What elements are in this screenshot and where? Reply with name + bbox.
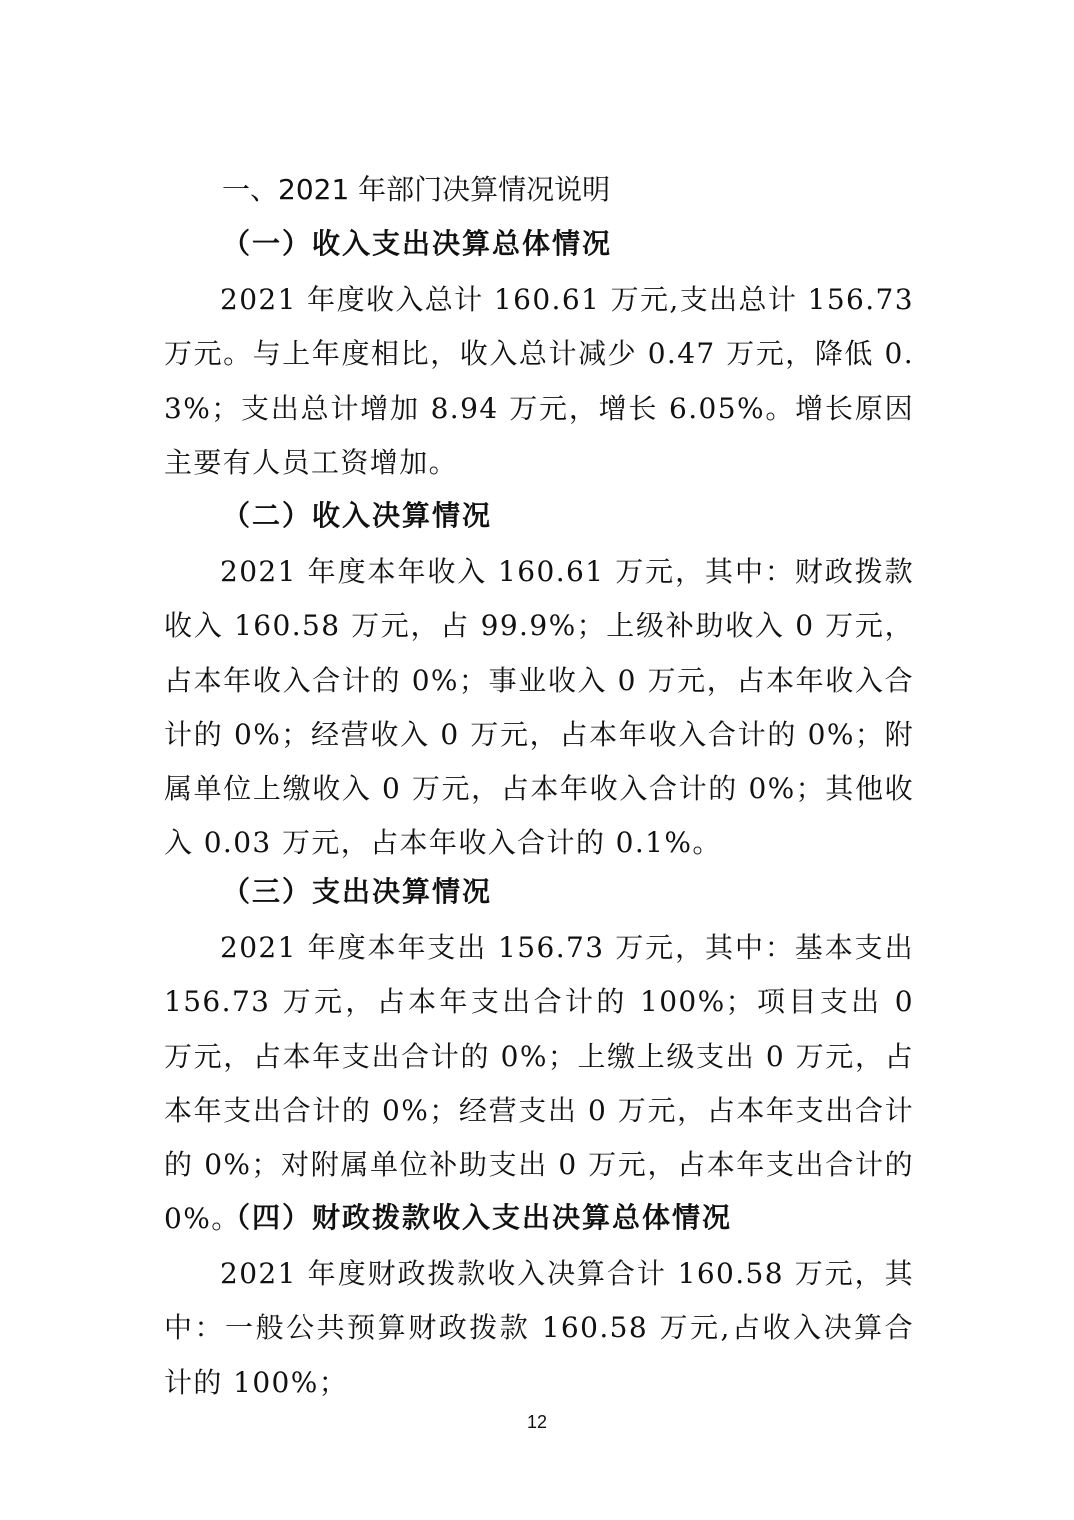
subsection-heading-4: （四）财政拨款收入支出决算总体情况: [222, 1201, 733, 1234]
subsection-paragraph-1: 2021 年度收入总计 160.61 万元,支出总计 156.73 万元。与上年度相比，收入总计减少 0.47 万元，降低 0.3%；支出总计增加 8.94 万元，增长 6.05%。增长原因主要有人员工资增加。: [164, 283, 914, 479]
subsection-paragraph-4: 2021 年度财政拨款收入决算合计 160.58 万元，其中：一般公共预算财政拨款 160.58 万元,占收入决算合计的 100%；: [164, 1257, 914, 1399]
subsection-heading-2: （二）收入决算情况: [222, 499, 493, 532]
page-number: 12: [526, 1412, 548, 1432]
subsection-heading-3: （三）支出决算情况: [222, 875, 493, 908]
subsection-paragraph-3: 2021 年度本年支出 156.73 万元，其中：基本支出 156.73 万元，占本年支出合计的 100%；项目支出 0 万元，占本年支出合计的 0%；上缴上级支出 0 万元，占本年支出合计的 0%；经营支出 0 万元，占本年支出合计的 0%；对附属单位补助支出 0 万元，占本年支出合计的 0%。: [164, 931, 914, 1236]
subsection-paragraph-2: 2021 年度本年收入 160.61 万元，其中：财政拨款收入 160.58 万元，占 99.9%；上级补助收入 0 万元，占本年收入合计的 0%；事业收入 0 万元，占本年收入合计的 0%；经营收入 0 万元，占本年收入合计的 0%；附属单位上缴收入 0 万元，占本年收入合计的 0%；其他收入 0.03 万元，占本年收入合计的 0.1%。: [164, 555, 914, 860]
section-title: 一、2021 年部门决算情况说明: [222, 173, 611, 206]
subsection-heading-1: （一）收入支出决算总体情况: [222, 227, 613, 260]
